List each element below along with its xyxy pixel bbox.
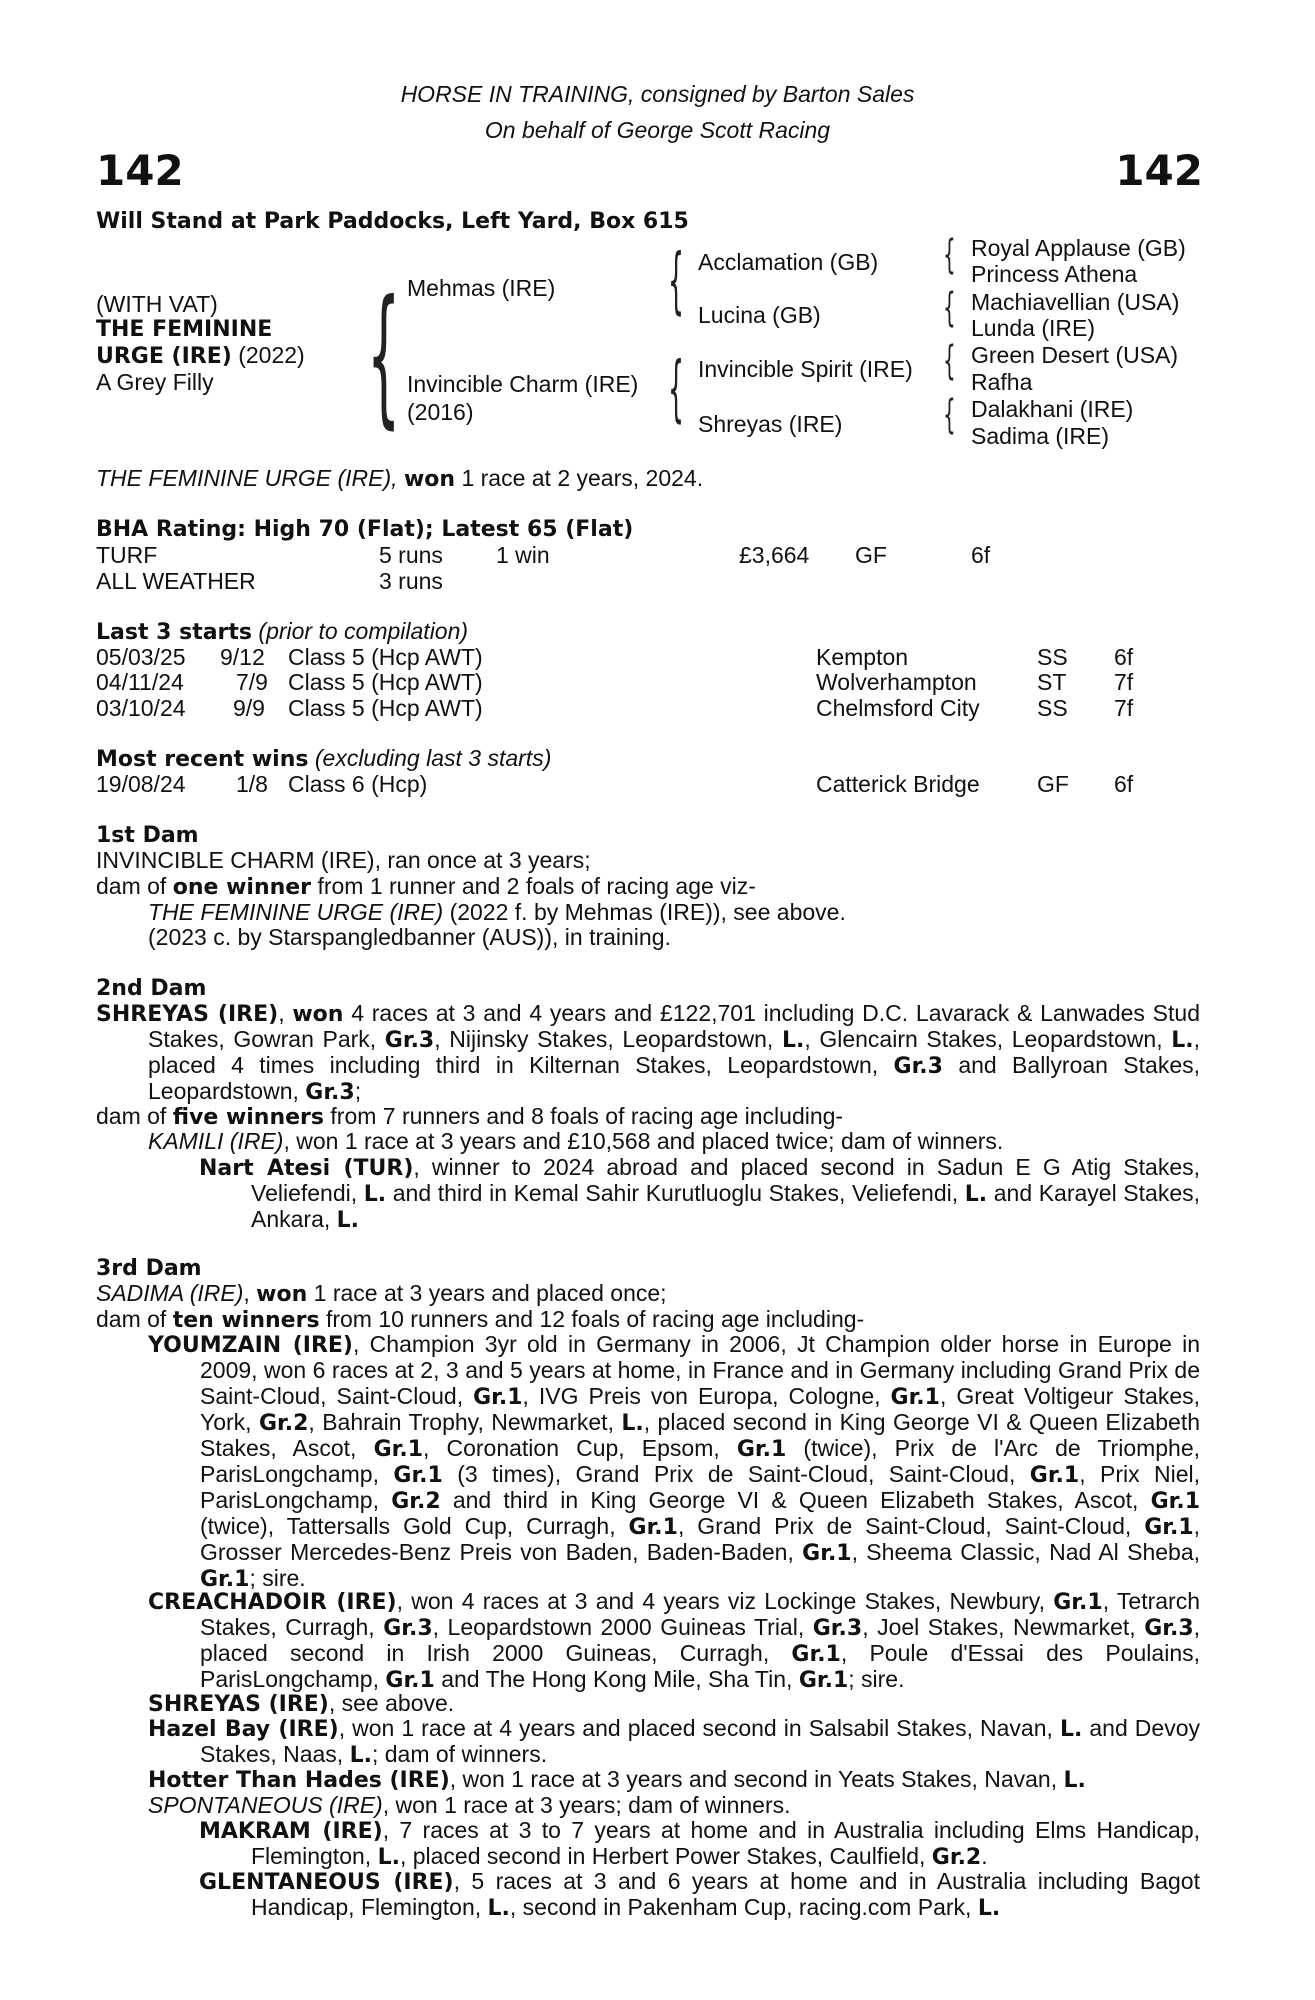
- race-class: Class 5 (Hcp AWT): [288, 669, 483, 695]
- course: Chelmsford City: [816, 695, 980, 721]
- runs: 3 runs: [379, 568, 443, 594]
- prize-money: £3,664: [739, 542, 810, 568]
- most-recent-wins-heading: Most recent wins (excluding last 3 starts): [96, 745, 552, 772]
- horse-description: A Grey Filly: [96, 369, 214, 395]
- creachadoir-entry: CREACHADOIR (IRE), won 4 races at 3 and 4 years viz Lockinge Stakes, Newbury, Gr.1, Tetrarch Stakes, Curragh, Gr.3, Leopardstown 2000 Guineas Trial, Gr.3, Joel Stakes, Newmarket, Gr.3, placed second in Irish 2000 Guineas, Curragh, Gr.1, Poule d'Essai des Poulains, ParisLongchamp, Gr.1 and The Hong Kong Mile, Sha Tin, Gr.1; sire.: [148, 1588, 1201, 1693]
- sire-dam-brace: {: [367, 269, 401, 443]
- hazel-bay-entry: Hazel Bay (IRE), won 1 race at 4 years and placed second in Salsabil Stakes, Navan, L. and Devoy Stakes, Naas, L.; dam of winners.: [148, 1715, 1200, 1768]
- sire-sire: Acclamation (GB): [698, 249, 879, 275]
- first-dam-heading: 1st Dam: [96, 823, 199, 848]
- race-date: 04/11/24: [96, 669, 184, 695]
- surface: ALL WEATHER: [96, 568, 256, 594]
- finish-position: 9/12: [220, 644, 265, 670]
- sire-dam: Lucina (GB): [698, 302, 821, 328]
- surface: TURF: [96, 542, 158, 568]
- shreyas-ref-entry: SHREYAS (IRE), see above.: [148, 1690, 455, 1717]
- course: Catterick Bridge: [816, 771, 980, 797]
- race-date: 03/10/24: [96, 695, 186, 721]
- going: SS: [1037, 695, 1068, 721]
- shreyas-entry: SHREYAS (IRE), won 4 races at 3 and 4 years and £122,701 including D.C. Lavarack & Lanwades Stud Stakes, Gowran Park, Gr.3, Nijinsky Stakes, Leopardstown, L., Glencairn Stakes, Leopardstown, L., placed 4 times including third in Kilternan Stakes, Leopardstown, Gr.3 and Ballyroan Stakes, Leopardstown, Gr.3;: [96, 1000, 1201, 1105]
- sire-parents-brace: {: [668, 238, 685, 322]
- wins: 1 win: [496, 542, 550, 568]
- course: Kempton: [816, 644, 909, 670]
- spontaneous-entry: SPONTANEOUS (IRE), won 1 race at 3 years; dam of winners.: [148, 1792, 791, 1818]
- finish-position: 1/8: [236, 771, 268, 797]
- vat-note: (WITH VAT): [96, 291, 218, 317]
- dam-parents-brace: {: [668, 346, 685, 430]
- third-dam-heading: 3rd Dam: [96, 1256, 202, 1281]
- dam-dam: Shreyas (IRE): [698, 411, 843, 437]
- hotter-than-hades-entry: Hotter Than Hades (IRE), won 1 race at 3 years and second in Yeats Stakes, Navan, L.: [148, 1766, 1086, 1793]
- horse-name-line2: URGE (IRE) (2022): [96, 342, 305, 369]
- consignment-line: HORSE IN TRAINING, consigned by Barton Sales: [400, 81, 915, 107]
- race-class: Class 5 (Hcp AWT): [288, 695, 483, 721]
- runs: 5 runs: [379, 542, 443, 568]
- bha-rating-heading: BHA Rating: High 70 (Flat); Latest 65 (Flat): [96, 517, 634, 542]
- stand-location: Will Stand at Park Paddocks, Left Yard, Box 615: [96, 209, 689, 234]
- sd-dam: Lunda (IRE): [971, 315, 1096, 341]
- distance: 7f: [1114, 695, 1134, 721]
- going: GF: [855, 542, 887, 568]
- going: ST: [1037, 669, 1067, 695]
- lot-number-right: 142: [1115, 146, 1203, 195]
- sadima-entry: SADIMA (IRE), won 1 race at 3 years and placed once;: [96, 1280, 667, 1307]
- glentaneous-entry: GLENTANEOUS (IRE), 5 races at 3 and 6 years at home and in Australia including Bagot Handicap, Flemington, L., second in Pakenham Cup, racing.com Park, L.: [199, 1868, 1200, 1921]
- ss-brace: {: [943, 232, 956, 278]
- ds-brace: {: [943, 338, 956, 384]
- ds-sire: Green Desert (USA): [971, 342, 1179, 368]
- race-class: Class 5 (Hcp AWT): [288, 644, 483, 670]
- dd-sire: Dalakhani (IRE): [971, 396, 1134, 422]
- race-class: Class 6 (Hcp): [288, 771, 428, 797]
- sd-brace: {: [943, 285, 956, 331]
- dam-name: Invincible Charm (IRE): [407, 371, 639, 397]
- race-date: 19/08/24: [96, 771, 186, 797]
- going: SS: [1037, 644, 1068, 670]
- dam-sire: Invincible Spirit (IRE): [698, 356, 913, 382]
- last-3-starts-heading: Last 3 starts (prior to compilation): [96, 618, 469, 645]
- dd-dam: Sadima (IRE): [971, 423, 1110, 449]
- makram-entry: MAKRAM (IRE), 7 races at 3 to 7 years at home and in Australia including Elms Handicap, Flemington, L., placed second in Herbert Power Stakes, Caulfield, Gr.2.: [199, 1817, 1201, 1870]
- finish-position: 9/9: [233, 695, 265, 721]
- ss-dam: Princess Athena: [971, 261, 1138, 287]
- nart-atesi-entry: Nart Atesi (TUR), winner to 2024 abroad and placed second in Sadun E G Atig Stakes, Veliefendi, L. and third in Kemal Sahir Kurutluoglu Stakes, Veliefendi, L. and Karayel Stakes, Ankara, L.: [199, 1154, 1201, 1233]
- first-dam-produce: dam of one winner from 1 runner and 2 foals of racing age viz-: [96, 873, 756, 900]
- second-dam-heading: 2nd Dam: [96, 976, 207, 1001]
- dam-year: (2016): [407, 399, 474, 425]
- first-dam-foal: THE FEMININE URGE (IRE) (2022 f. by Mehmas (IRE)), see above.: [148, 899, 846, 925]
- first-dam-line: INVINCIBLE CHARM (IRE), ran once at 3 years;: [96, 847, 591, 873]
- kamili-entry: KAMILI (IRE), won 1 race at 3 years and £10,568 and placed twice; dam of winners.: [148, 1128, 1004, 1154]
- course: Wolverhampton: [816, 669, 977, 695]
- sd-sire: Machiavellian (USA): [971, 289, 1180, 315]
- going: GF: [1037, 771, 1069, 797]
- distance: 7f: [1114, 669, 1134, 695]
- lot-number-left: 142: [96, 146, 184, 195]
- first-dam-foal: (2023 c. by Starspangledbanner (AUS)), in training.: [148, 924, 671, 950]
- third-dam-produce: dam of ten winners from 10 runners and 12 foals of racing age including-: [96, 1306, 865, 1333]
- race-date: 05/03/25: [96, 644, 186, 670]
- dd-brace: {: [943, 392, 956, 438]
- youmzain-entry: YOUMZAIN (IRE), Champion 3yr old in Germany in 2006, Jt Champion older horse in Europe in 2009, won 6 races at 2, 3 and 5 years at home, in France and in Germany including Grand Prix de Saint-Cloud, Saint-Cloud, Gr.1, IVG Preis von Europa, Cologne, Gr.1, Great Voltigeur Stakes, York, Gr.2, Bahrain Trophy, Newmarket, L., placed second in King George VI & Queen Elizabeth Stakes, Ascot, Gr.1, Coronation Cup, Epsom, Gr.1 (twice), Prix de l'Arc de Triomphe, ParisLongchamp, Gr.1 (3 times), Grand Prix de Saint-Cloud, Saint-Cloud, Gr.1, Prix Niel, ParisLongchamp, Gr.2 and third in King George VI & Queen Elizabeth Stakes, Ascot, Gr.1 (twice), Tattersalls Gold Cup, Curragh, Gr.1, Grand Prix de Saint-Cloud, Saint-Cloud, Gr.1, Grosser Mercedes-Benz Preis von Baden, Baden-Baden, Gr.1, Sheema Classic, Nad Al Sheba, Gr.1; sire.: [148, 1331, 1201, 1592]
- sire-name: Mehmas (IRE): [407, 275, 556, 301]
- finish-position: 7/9: [236, 669, 268, 695]
- distance: 6f: [1114, 644, 1134, 670]
- race-summary: THE FEMININE URGE (IRE), won 1 race at 2 years, 2024.: [96, 465, 704, 492]
- ds-dam: Rafha: [971, 369, 1033, 395]
- second-dam-produce: dam of five winners from 7 runners and 8 foals of racing age including-: [96, 1103, 844, 1130]
- ss-sire: Royal Applause (GB): [971, 235, 1186, 261]
- horse-name-line1: THE FEMININE: [96, 317, 273, 342]
- distance: 6f: [1114, 771, 1134, 797]
- consignor-line: On behalf of George Scott Racing: [484, 117, 831, 143]
- distance: 6f: [971, 542, 991, 568]
